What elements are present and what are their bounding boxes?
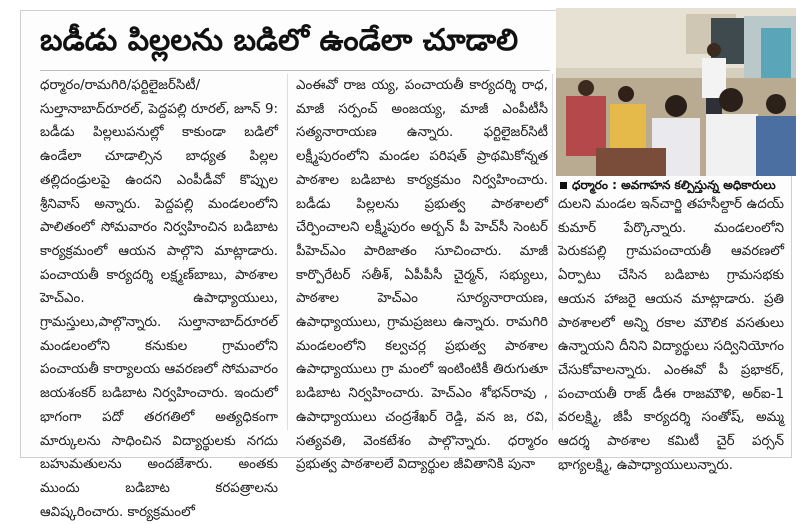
headline-rule bbox=[40, 70, 550, 71]
photo-caption bbox=[560, 176, 790, 194]
photo-caption-text: ధర్మారం : అవగాహన కల్పిస్తున్న అధికారులు bbox=[572, 178, 776, 192]
article-column-1 bbox=[40, 74, 278, 520]
article-column-2 bbox=[296, 74, 548, 473]
news-photo bbox=[556, 8, 796, 176]
caption-bullet-icon bbox=[560, 182, 567, 189]
article-column-3 bbox=[558, 193, 784, 473]
article-text-1: ధర్మారం/రామగిరి/ఫర్టిలైజర్‌సిటీ/సుల్తానాబాద్‌రూరల్‌, పెద్దపల్లి రూరల్‌, జూన్‌ 9: బడీడు పిల్లలుపనుల్లో కాకుండా బడిలో ఉండేలా చూడాల్సిన బాధ్యత పిల్లల తల్లిదండ్రులపై ఉందని ఎంపీడీవో కొప్పుల శ్రీనివాస్‌ అన్నారు. పెద్దపల్లి మండలంలోని పాలితంలో సోమవారం నిర్వహించిన బడిబాట కార్యక్రమంలో ఆయన పాల్గొని మాట్లాడారు. పంచాయతీ కార్యదర్శి లక్ష్మణ్‌బాబు, పాఠశాల హెచ్‌ఎం. ఉపాధ్యాయులు, గ్రామస్తులు,పాల్గొన్నారు. సుల్తానాబాద్‌రూరల్‌ మండలంలోని కనుకుల గ్రామంలోని పంచాయతీ కార్యాలయ ఆవరణలో సోమవారం జయశంకర్‌ బడిబాట నిర్వహించారు. ఇందులో భాగంగా పదో తరగతిలో అత్యధికంగా మార్కులను సాధించిన విద్యార్థులకు నగదు బహుమతులను అందజేశారు. అంతకు ముందు బడిబాట కరపత్రాలను ఆవిష్కరించారు. కార్యక్రమంలో bbox=[40, 78, 278, 520]
article-text-2: ఎంఈవో రాజ య్య, పంచాయతీ కార్యదర్శి రాధ, మాజీ సర్పంచ్‌ అంజయ్య, మాజీ ఎంపీటీసీ సత్యనారాయణ ఉన్నారు. ఫర్టిలైజర్‌సిటీ లక్ష్మీపురంలోని మండల పరిషత్‌ ప్రాథమికోన్నత పాఠశాల బడిబాట కార్యక్రమం నిర్వహించారు. బడీడు పిల్లలను ప్రభుత్వ పాఠశాలలో చేర్పించాలని లక్ష్మీపురం అర్బన్‌ పీ హెచ్‌సీ సెంటర్‌ పీహెచ్‌ఎం పారిజాతం సూచించారు. మాజీ కార్పొరేటర్‌ సతీశ్‌, ఏపీపీసీ చైర్మన్‌, సభ్యులు, పాఠశాల హెచ్‌ఎం సూర్యనారాయణ, ఉపాధ్యాయులు, గ్రామప్రజలు ఉన్నారు. రామగిరి మండలంలోని కల్వచర్ల ప్రభుత్వ పాఠశాల ఉపాధ్యాయులు గ్రా మంలో ఇంటింటికీ తిరుగుతూ బడిబాట నిర్వహించారు. హెచ్‌ఎం శోభన్‌రావు , ఉపాధ్యాయులు చంద్రశేఖర్‌ రెడ్డి, వన జ, రవి, సత్యవతి, వెంకటేశం పాల్గొన్నారు. ధర్మారం ప్రభుత్వ పాఠశాలలే విద్యార్థుల జీవితానికి పునా bbox=[296, 78, 548, 473]
meeting-photo-image bbox=[556, 8, 796, 176]
article-text-3: దులని మండల ఇన్‌చార్జి తహసీల్దార్‌ ఉదయ్‌ కుమార్‌ పేర్కొన్నారు. మండలంలోని పెరుకపల్లి గ్రామపంచాయతీ ఆవరణలో ఏర్పాటు చేసిన బడిబాట గ్రామసభకు ఆయన హాజరై ఆయన మాట్లాడారు. ప్రతి పాఠశాలలో అన్ని రకాల మౌలిక వసతులు ఉన్నాయని దీనిని విద్యార్థులు సద్వినియోగం చేసుకోవాలన్నారు. ఎంఈవో పీ ప్రభాకర్‌, పంచాయతీ రాజ్‌ డీఈ రాజమౌళి, అర్‌ఐ-1 వరలక్ష్మి, జీపీ కార్యదర్శి సంతోష్‌, అమ్మ ఆదర్శ పాఠశాల కమిటీ చైర్‌ పర్సన్‌ భాగ్యలక్ష్మి, ఉపాధ్యాయులున్నారు. bbox=[558, 197, 784, 473]
column-divider bbox=[287, 74, 288, 430]
column-divider bbox=[552, 74, 553, 430]
headline: బడీడు పిల్లలను బడిలో ఉండేలా చూడాలి bbox=[40, 23, 519, 58]
